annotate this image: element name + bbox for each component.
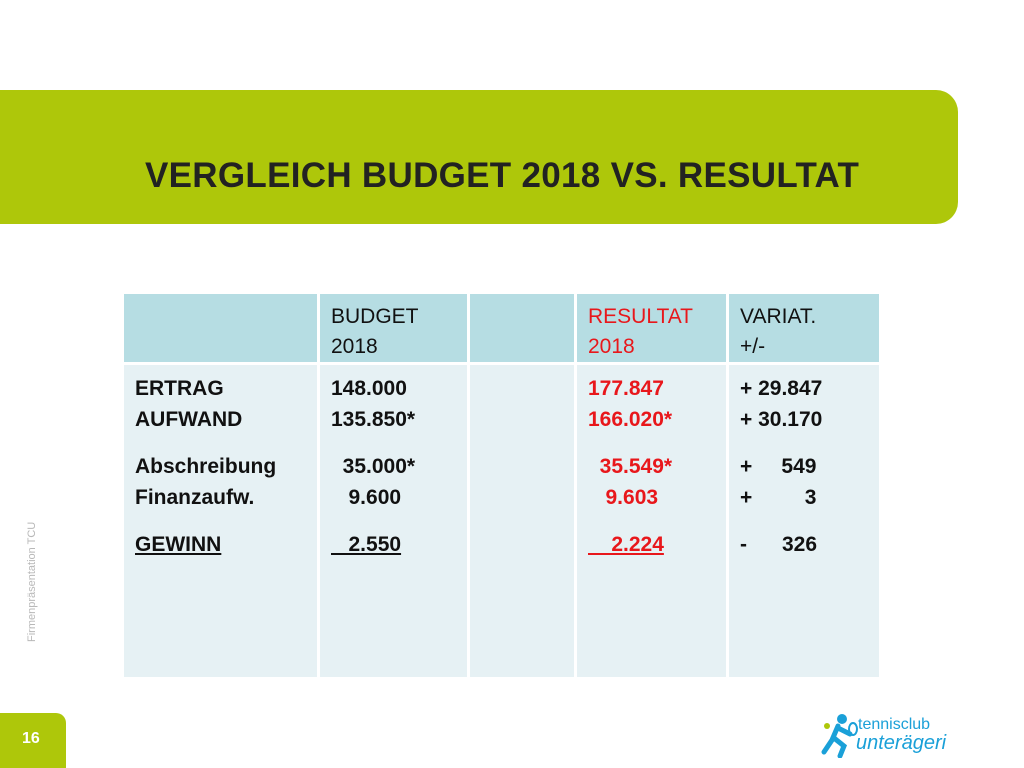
- variation-aufwand: + 30.170: [740, 408, 823, 431]
- budget-aufwand: 135.850*: [331, 408, 416, 431]
- resultat-finanz: 9.603: [588, 486, 659, 509]
- budget-abschreibung: 35.000*: [331, 455, 416, 478]
- budget-table: [121, 294, 882, 677]
- resultat-abschreibung: 35.549*: [588, 455, 673, 478]
- table-row: [124, 365, 879, 677]
- label-gewinn: GEWINN: [135, 533, 222, 556]
- table-header-row: [124, 294, 879, 365]
- logo-text-tennisclub: tennisclub: [858, 716, 931, 733]
- budget-finanz: 9.600: [331, 486, 402, 509]
- header-label-col: [124, 294, 317, 365]
- header-budget: [320, 294, 467, 365]
- page-number: 16: [22, 730, 40, 747]
- side-caption: Firmenpräsentation TCU: [26, 521, 38, 642]
- tennis-player-icon: [818, 712, 858, 758]
- label-aufwand: AUFWAND: [135, 408, 243, 431]
- header-empty: [470, 294, 574, 365]
- label-ertrag: ERTRAG: [135, 377, 224, 400]
- variation-finanz: + 3: [740, 486, 817, 509]
- club-logo: [818, 708, 968, 760]
- logo-text-unteraegeri: unterägeri: [856, 732, 947, 754]
- header-budget-line1: BUDGET: [331, 305, 419, 328]
- header-variation-line1: VARIAT.: [740, 305, 817, 328]
- header-variation-line2: +/-: [740, 335, 766, 358]
- resultat-aufwand: 166.020*: [588, 408, 673, 431]
- budget-ertrag: 148.000: [331, 377, 407, 400]
- budget-column: [320, 365, 467, 677]
- variation-abschreibung: + 549: [740, 455, 817, 478]
- label-finanz: Finanzaufw.: [135, 486, 255, 509]
- label-abschreibung: Abschreibung: [135, 455, 277, 478]
- label-column: [124, 365, 317, 677]
- resultat-column: [577, 365, 726, 677]
- header-resultat-line2: 2018: [588, 335, 635, 358]
- budget-gewinn: 2.550: [331, 533, 402, 556]
- variation-gewinn: - 326: [740, 533, 818, 556]
- header-budget-line2: 2018: [331, 335, 378, 358]
- header-variation: [729, 294, 879, 365]
- resultat-ertrag: 177.847: [588, 377, 664, 400]
- variation-ertrag: + 29.847: [740, 377, 823, 400]
- empty-column: [470, 365, 574, 677]
- header-resultat: [577, 294, 726, 365]
- variation-column: [729, 365, 879, 677]
- slide-title: VERGLEICH BUDGET 2018 VS. RESULTAT: [145, 156, 860, 195]
- header-resultat-line1: RESULTAT: [588, 305, 694, 328]
- resultat-gewinn: 2.224: [588, 533, 664, 556]
